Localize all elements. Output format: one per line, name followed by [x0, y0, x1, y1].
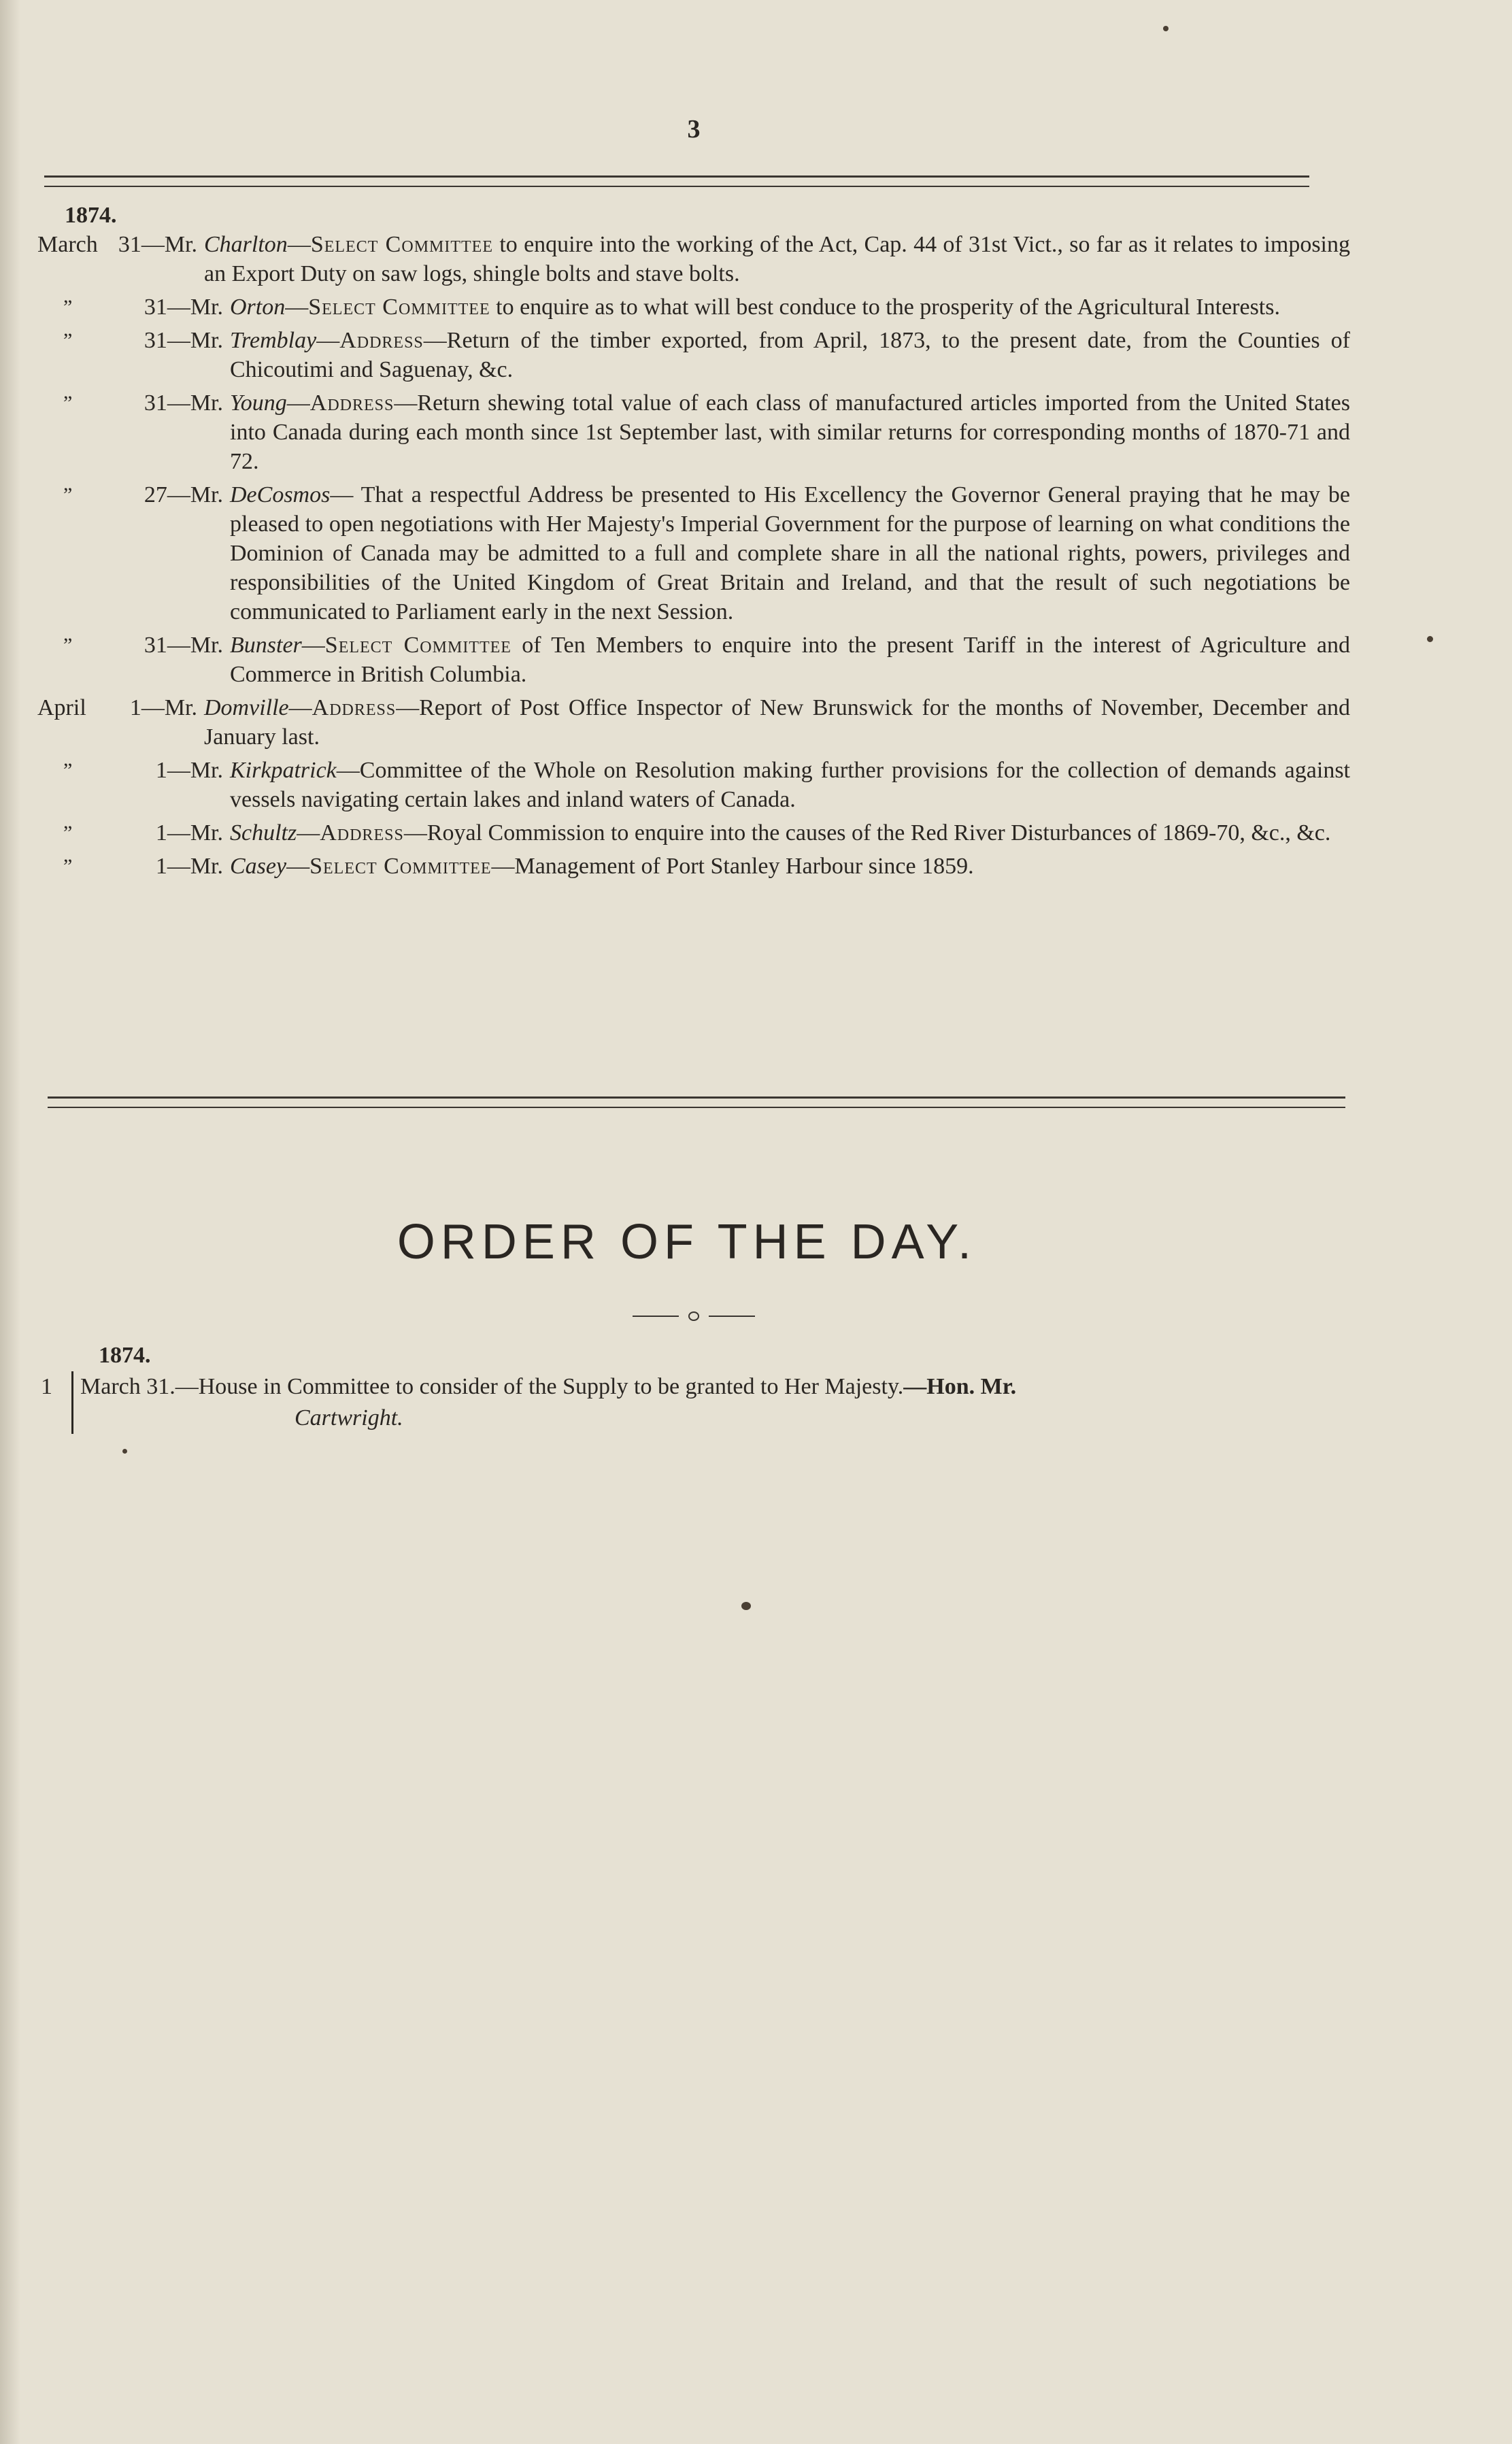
motion-mr: —Mr.: [167, 758, 223, 783]
motion-entry: [37, 388, 1350, 476]
paper-speck: [741, 1602, 751, 1610]
motion-dash: —: [330, 482, 354, 507]
motion-member: Charlton: [204, 232, 288, 257]
motion-body: [230, 756, 1350, 814]
motion-entry: [37, 326, 1350, 384]
motion-day-mr: [138, 818, 230, 848]
motion-member: Tremblay: [230, 328, 317, 353]
motion-text: —Report of Post Office Inspector of New Brunswick for the months of November, December and January last.: [204, 695, 1350, 750]
motion-month: ”: [63, 759, 73, 782]
motion-text: —Royal Commission to enquire into the causes of the Red River Disturbances of 1869-70, &c., &c.: [403, 820, 1331, 846]
motion-mr: —Mr.: [141, 232, 197, 257]
motion-dash: —: [316, 328, 340, 353]
top-double-rule: [44, 175, 1309, 187]
motion-entry: [37, 756, 1350, 814]
motion-member: Schultz: [230, 820, 297, 846]
motion-dash: —: [301, 633, 325, 658]
motion-day-mr: [138, 388, 230, 476]
motion-entry: [37, 852, 1350, 881]
motion-mr: —Mr.: [167, 390, 223, 416]
motion-member: Casey: [230, 854, 287, 879]
ornament-divider: [633, 1311, 755, 1321]
motion-type: Address: [320, 820, 404, 846]
motion-body: [204, 693, 1350, 752]
motion-dash: —: [285, 295, 309, 320]
motion-dash: —: [336, 758, 360, 783]
motion-type: Address: [339, 328, 424, 353]
motion-day: 27: [144, 482, 167, 507]
motion-member: Bunster: [230, 633, 302, 658]
order-item-lead: —Hon. Mr.: [903, 1374, 1017, 1399]
motions-entries: [37, 230, 1350, 881]
order-of-the-day-title: ORDER OF THE DAY.: [397, 1215, 977, 1269]
motion-member: DeCosmos: [230, 482, 331, 507]
motion-day-mr: [138, 631, 230, 689]
motion-entry: [37, 480, 1350, 626]
order-year: 1874.: [99, 1343, 151, 1368]
motion-day-mr: [138, 852, 230, 881]
ornament-line-right: [709, 1316, 755, 1317]
motion-entry: [37, 818, 1350, 848]
motion-member: Domville: [204, 695, 289, 720]
motions-list: [37, 201, 1350, 885]
motion-mr: —Mr.: [141, 695, 197, 720]
motion-day-mr: [138, 326, 230, 384]
motion-entry: [37, 693, 1350, 752]
motion-month: ”: [63, 296, 73, 318]
motion-month: ”: [63, 855, 73, 877]
motion-text: Committee of the Whole on Resolution making further provisions for the collection of demands against vessels navigating certain lakes and inland waters of Canada.: [230, 758, 1350, 812]
motion-month: April: [37, 695, 86, 720]
motion-day: 1: [129, 695, 141, 720]
motion-type: Select Committee: [309, 854, 492, 879]
motion-body: [230, 326, 1350, 384]
motion-text: to enquire into the working of the Act, Cap. 44 of 31st Vict., so far as it relates to imposing an Export Duty on saw logs, shingle bolts and stave bolts.: [204, 232, 1350, 286]
motion-text: to enquire as to what will best conduce to the prosperity of the Agricultural Interests.: [490, 295, 1280, 320]
motion-day-mr: [112, 693, 204, 752]
motion-month: ”: [63, 392, 73, 414]
motion-type: Select Committee: [324, 633, 511, 658]
motion-dash: —: [288, 695, 312, 720]
page-number: 3: [687, 115, 701, 144]
motion-entry: [37, 292, 1350, 322]
motion-month: ”: [63, 484, 73, 506]
motion-body: [230, 480, 1350, 626]
order-item-text: —House in Committee to consider of the Supply to be granted to Her Majesty.: [175, 1374, 904, 1399]
motion-member: Young: [230, 390, 287, 416]
motion-day: 31: [144, 390, 167, 416]
motion-day: 31: [144, 295, 167, 320]
paper-speck: [122, 1449, 127, 1454]
motion-month: ”: [63, 329, 73, 352]
order-item-bar: [71, 1371, 73, 1434]
motion-text: —Return shewing total value of each class of manufactured articles imported from the United States into Canada during each month since 1st September last, with similar returns for corresponding months of 1870-71 and 72.: [230, 390, 1350, 474]
motion-dash: —: [286, 854, 310, 879]
motion-day-mr: [138, 292, 230, 322]
motion-day: 31: [144, 328, 167, 353]
motion-body: [230, 388, 1350, 476]
motion-entry: [37, 631, 1350, 689]
motion-dash: —: [287, 232, 311, 257]
order-item-member: Cartwright.: [295, 1405, 403, 1430]
motion-mr: —Mr.: [167, 482, 223, 507]
motion-day: 31: [118, 232, 141, 257]
motion-body: [230, 631, 1350, 689]
motion-body: [204, 230, 1350, 288]
motion-mr: —Mr.: [167, 633, 223, 658]
order-item-text-block: [80, 1371, 1350, 1434]
ornament-ring: [688, 1311, 699, 1321]
motion-text: of Ten Members to enquire into the present Tariff in the interest of Agriculture and Commerce in British Columbia.: [230, 633, 1350, 687]
motion-mr: —Mr.: [167, 820, 223, 846]
motion-text: That a respectful Address be presented to His Excellency the Governor General praying that he may be pleased to open negotiations with Her Majesty's Imperial Government for the purpose of learning on what conditions the Dominion of Canada may be admitted to a full and complete share in all the national rights, powers, privileges and responsibilities of the United Kingdom of Great Britain and Ireland, and that the result of such negotiations be communicated to Parliament early in the next Session.: [230, 482, 1350, 624]
motion-mr: —Mr.: [167, 328, 223, 353]
motion-mr: —Mr.: [167, 854, 223, 879]
order-item-date: March 31.: [80, 1374, 175, 1399]
order-item: [41, 1371, 1350, 1434]
motion-dash: —: [286, 390, 310, 416]
motion-month: ”: [63, 634, 73, 656]
middle-double-rule: [48, 1097, 1345, 1108]
motion-type: Select Committee: [308, 295, 490, 320]
motion-day: 31: [144, 633, 167, 658]
motion-type: Address: [312, 695, 397, 720]
motion-day: 1: [155, 820, 167, 846]
motion-month: March: [37, 232, 98, 257]
motion-body: [230, 818, 1350, 848]
motion-member: Kirkpatrick: [230, 758, 337, 783]
motion-body: [230, 292, 1350, 322]
motion-day-mr: [138, 480, 230, 626]
paper-speck: [1427, 636, 1433, 642]
motion-month: ”: [63, 822, 73, 844]
order-item-number: 1: [41, 1374, 52, 1399]
motion-type: Select Committee: [310, 232, 494, 257]
motion-dash: —: [297, 820, 320, 846]
paper-speck: [1163, 26, 1169, 31]
motion-type: Address: [309, 390, 394, 416]
motion-entry: [37, 230, 1350, 288]
motion-member: Orton: [230, 295, 286, 320]
order-of-the-day-block: [41, 1340, 1350, 1434]
motions-year: 1874.: [65, 203, 117, 228]
motion-day-mr: [138, 756, 230, 814]
ornament-line-left: [633, 1316, 679, 1317]
motion-mr: —Mr.: [167, 295, 223, 320]
motion-day: 1: [155, 758, 167, 783]
motion-text: —Return of the timber exported, from April, 1873, to the present date, from the Counties of Chicoutimi and Saguenay, &c.: [230, 328, 1350, 382]
motion-text: —Management of Port Stanley Harbour since 1859.: [491, 854, 974, 879]
motion-day: 1: [155, 854, 167, 879]
motion-body: [230, 852, 1350, 881]
motion-day-mr: [112, 230, 204, 288]
